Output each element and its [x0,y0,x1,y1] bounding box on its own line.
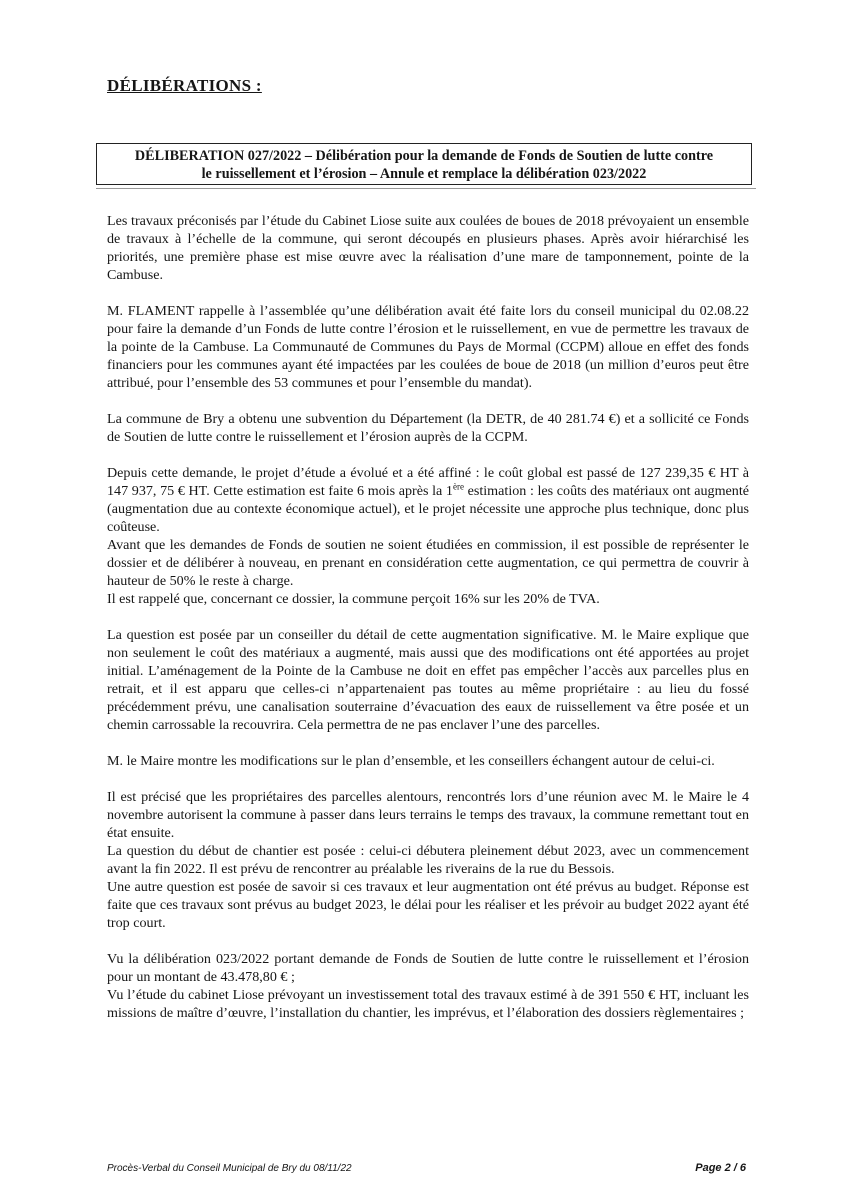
paragraph-subvention: La commune de Bry a obtenu une subvention du Département (la DETR, de 40 281.74 €) et a sollicité ce Fonds de Soutien de lutte contre le ruissellement et l’érosion auprès de la CCPM. [107,411,749,445]
paragraph-owners: Il est précisé que les propriétaires des parcelles alentours, rencontrés lors d’une réunion avec M. le Maire le 4 novembre autorisent la commune à passer dans leurs terrains le temps des travaux, la commune remettant tout en état ensuite. [107,789,749,841]
cost-text-end: estimation : les coûts des matériaux ont augmenté (augmentation due au contexte économique actuel), et le projet nécessite une approche plus technique, donc plus coûteuse. [107,483,750,535]
section-heading: DÉLIBÉRATIONS : [107,76,262,95]
paragraph-vu-deliberation: Vu la délibération 023/2022 portant demande de Fonds de Soutien de lutte contre le ruissellement et l’érosion pour un montant de 43.478,80 € ; [107,951,749,985]
paragraph-cost-evolution [107,464,749,536]
paragraph-tva: Il est rappelé que, concernant ce dossier, la commune perçoit 16% sur les 20% de TVA. [107,591,600,607]
paragraph-start-date: La question du début de chantier est posée : celui-ci débutera pleinement début 2023, avec un commencement avant la fin 2022. Il est prévu de rencontrer au préalable les riverains de la rue du Bessois. [107,843,749,877]
footer-page-number: Page 2 / 6 [695,1162,746,1174]
paragraph-vu-etude: Vu l’étude du cabinet Liose prévoyant un investissement total des travaux estimé à de 391 550 € HT, incluant les missions de maître d’œuvre, l’installation du chantier, les imprévus, et l’élaboration des dossiers règlementaires ; [107,987,749,1021]
title-underline-rule [96,188,756,189]
paragraph-question-detail: La question est posée par un conseiller du détail de cette augmentation significative. M. le Maire explique que non seulement le coût des matériaux a augmenté, mais aussi que des modifications ont été apportées au projet initial. L’aménagement de la Pointe de la Cambuse ne doit en effet pas empêcher l’accès aux parcelles plus en retrait, et il est apparu que celles-ci n’appartenaient pas toutes au même propriétaire : au lieu du fossé précédemment prévu, une canalisation souterraine d’évacuation des eaux de ruissellement va être posée et un chemin carrossable la recouvrira. Cela permettra de ne pas enclaver l’une des parcelles. [107,627,749,733]
paragraph-context: Les travaux préconisés par l’étude du Cabinet Liose suite aux coulées de boues de 2018 prévoyaient un ensemble de travaux à l’échelle de la commune, qui seront découpés en plusieurs phases. Après avoir hiérarchisé les priorités, une première phase est mise œuvre avec la réalisation d’une mare de tamponnement, pointe de la Cambuse. [107,213,749,283]
deliberation-title-line2: le ruissellement et l’érosion – Annule et remplace la délibération 023/2022 [201,166,647,182]
paragraph-budget: Une autre question est posée de savoir si ces travaux et leur augmentation ont été prévus au budget. Réponse est faite que ces travaux sont prévus au budget 2023, le délai pour les réaliser et les prévoir au budget 2022 ayant été trop court. [107,879,749,931]
footer-document-title: Procès-Verbal du Conseil Municipal de Bry du 08/11/22 [107,1163,352,1174]
paragraph-commission: Avant que les demandes de Fonds de soutien ne soient étudiées en commission, il est possible de représenter le dossier et de délibérer à nouveau, en prenant en considération cette augmentation, ce qui permettra de couvrir à hauteur de 50% le reste à charge. [107,537,749,589]
deliberation-title-box [96,143,752,185]
cost-text-start: Depuis cette demande, le projet d’étude a évolué et a été affiné : le coût global est passé de 127 239,35 € HT à 147 937, 75 € HT. Cette estimation est faite 6 mois après la 1 [107,465,749,499]
deliberation-body [107,212,749,1022]
paragraph-plan: M. le Maire montre les modifications sur le plan d’ensemble, et les conseillers échangent autour de celui-ci. [107,753,715,769]
ordinal-superscript: ère [452,481,464,492]
deliberation-title-line1: DÉLIBERATION 027/2022 – Délibération pour la demande de Fonds de Soutien de lutte contre [134,148,714,164]
paragraph-flament: M. FLAMENT rappelle à l’assemblée qu’une délibération avait été faite lors du conseil municipal du 02.08.22 pour faire la demande d’un Fonds de lutte contre l’érosion et le ruissellement, en vue de permettre les travaux de la pointe de la Cambuse. La Communauté de Communes du Pays de Mormal (CCPM) alloue en effet des fonds financiers pour les communes ayant été impactées par les coulées de boue de 2018 (un million d’euros peut être attribué, pour l’ensemble des 53 communes et pour l’ensemble du mandat). [107,303,749,391]
